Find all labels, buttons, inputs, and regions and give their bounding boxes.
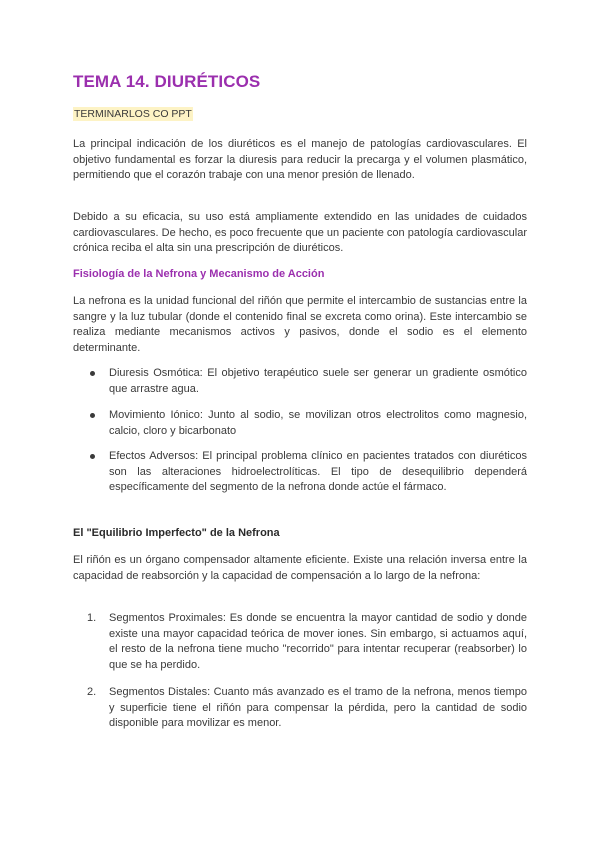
paragraph-text: Debido a su eficacia, su uso está ampliamente extendido en las unidades de cuidados cardiovasculares. De hecho, es poco frecuente que un paciente con patología cardiovascular crónica reciba el alta sin una prescripción de diuréticos. <box>73 211 527 255</box>
list-item <box>73 449 527 496</box>
bullet-list <box>73 366 527 397</box>
list-item-text: Efectos Adversos: El principal problema clínico en pacientes tratados con diuréticos son las alteraciones hidroelectrolíticas. El tipo de desequilibrio dependerá específicamente del segmento de la nefrona donde actúe el fármaco. <box>109 450 527 494</box>
physiology-paragraph <box>73 294 527 356</box>
list-item <box>73 685 527 732</box>
numbered-list <box>73 611 527 673</box>
paragraph-text: La nefrona es la unidad funcional del riñón que permite el intercambio de sustancias entre la sangre y la luz tubular (donde el contenido final se excreta como orina). Este intercambio se realiza mediante mecanismos activos y pasivos, donde el sodio es el elemento determinante. <box>73 295 527 354</box>
numbered-list <box>73 685 527 732</box>
list-item-text: Diuresis Osmótica: El objetivo terapéutico suele ser generar un gradiente osmótico que arrastre agua. <box>109 367 527 395</box>
list-item-text: Movimiento Iónico: Junto al sodio, se movilizan otros electrolitos como magnesio, calcio, cloro y bicarbonato <box>109 409 527 437</box>
bullet-icon <box>90 371 95 376</box>
bullet-icon <box>90 413 95 418</box>
list-item-text: Segmentos Proximales: Es donde se encuentra la mayor cantidad de sodio y donde existe una mayor capacidad teórica de mover iones. Sin embargo, si actuamos aquí, el resto de la nefrona tiene mucho "recorrido" para intentar recuperar (reabsorber) lo que se ha perdido. <box>109 612 527 671</box>
section-heading-equilibrium: El "Equilibrio Imperfecto" de la Nefrona <box>73 527 280 539</box>
list-item-text: Segmentos Distales: Cuanto más avanzado es el tramo de la nefrona, menos tiempo y superficie tiene el riñón para compensar la pérdida, pero la cantidad de sodio disponible para movilizar es menor. <box>109 686 527 730</box>
intro-paragraph-2 <box>73 210 527 257</box>
list-item <box>73 408 527 439</box>
paragraph-text: La principal indicación de los diuréticos es el manejo de patologías cardiovasculares. El objetivo fundamental es forzar la diuresis para reducir la precarga y el volumen plasmático, permitiendo que el corazón trabaje con una menor presión de llenado. <box>73 138 527 182</box>
paragraph-text: El riñón es un órgano compensador altamente eficiente. Existe una relación inversa entre la capacidad de reabsorción y la capacidad de compensación a lo largo de la nefrona: <box>73 554 527 582</box>
list-number: 1. <box>87 612 97 624</box>
highlighted-note: TERMINARLOS CO PPT <box>74 108 192 120</box>
list-number: 2. <box>87 686 97 698</box>
list-item <box>73 366 527 397</box>
list-item <box>73 611 527 673</box>
equilibrium-paragraph <box>73 553 527 584</box>
section-heading-physiology: Fisiología de la Nefrona y Mecanismo de Acción <box>73 268 325 280</box>
bullet-list <box>73 449 527 496</box>
bullet-list <box>73 408 527 439</box>
bullet-icon <box>90 454 95 459</box>
page-title: TEMA 14. DIURÉTICOS <box>73 72 261 91</box>
intro-paragraph-1 <box>73 137 527 184</box>
